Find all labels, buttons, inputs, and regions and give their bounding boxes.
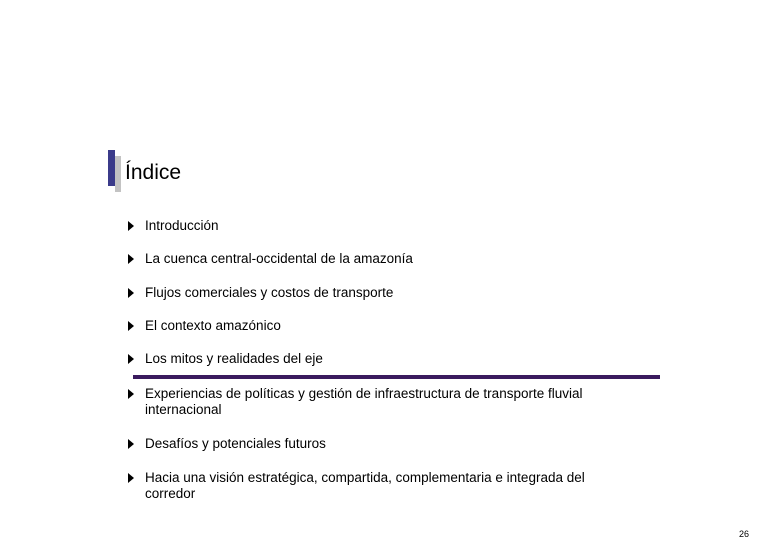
index-item-label: Los mitos y realidades del eje — [145, 351, 323, 366]
index-item-cuenca — [128, 251, 648, 267]
triangle-bullet-icon — [128, 254, 134, 264]
index-item-label: Hacia una visión estratégica, compartida, complementaria e integrada del corredor — [145, 470, 585, 501]
title-accent-bar — [108, 150, 115, 186]
index-item-label: Introducción — [145, 218, 219, 233]
index-item-label: La cuenca central-occidental de la amazonía — [145, 251, 413, 266]
index-item-contexto — [128, 318, 648, 334]
index-item-vision — [128, 470, 606, 502]
triangle-bullet-icon — [128, 321, 134, 331]
triangle-bullet-icon — [128, 473, 134, 483]
index-item-label: El contexto amazónico — [145, 318, 281, 333]
triangle-bullet-icon — [128, 221, 134, 231]
triangle-bullet-icon — [128, 288, 134, 298]
index-item-flujos — [128, 285, 648, 301]
section-divider — [133, 375, 660, 379]
index-item-desafios — [128, 436, 648, 452]
index-item-label: Flujos comerciales y costos de transporte — [145, 285, 394, 300]
index-item-label: Desafíos y potenciales futuros — [145, 436, 326, 451]
slide-title: Índice — [125, 161, 182, 184]
triangle-bullet-icon — [128, 439, 134, 449]
title-accent-shadow — [115, 156, 121, 192]
index-item-label: Experiencias de políticas y gestión de infraestructura de transporte fluvial internacional — [145, 386, 583, 417]
index-item-introduccion — [128, 218, 648, 234]
triangle-bullet-icon — [128, 389, 134, 399]
index-item-experiencias — [128, 386, 598, 418]
page-number: 26 — [738, 529, 749, 539]
triangle-bullet-icon — [128, 354, 134, 364]
index-item-mitos — [128, 351, 648, 367]
